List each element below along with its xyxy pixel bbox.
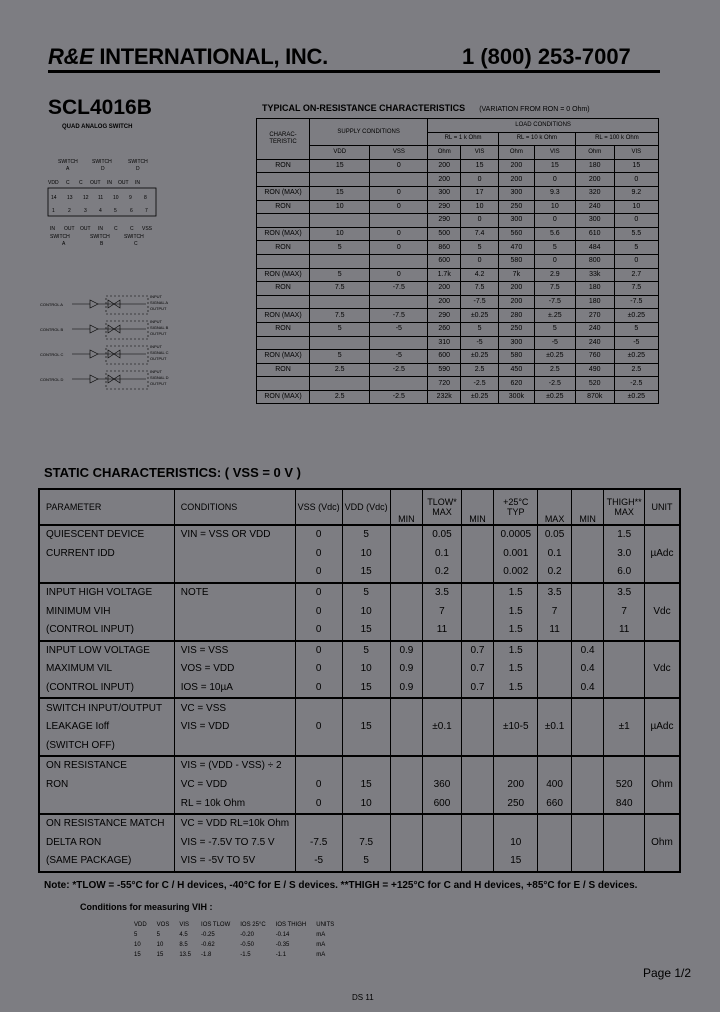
static-row: SWITCH INPUT/OUTPUT VC = VSS µAdc [39, 698, 680, 718]
svg-text:CONTROL C: CONTROL C [40, 352, 64, 357]
company-name: R&E INTERNATIONAL, INC. [48, 44, 328, 69]
svg-text:A: A [62, 241, 66, 247]
svg-text:10: 10 [113, 195, 119, 201]
svg-text:IN: IN [50, 226, 55, 232]
svg-text:CONTROL D: CONTROL D [40, 377, 64, 382]
static-row: (CONTROL INPUT) 0 15 11 1.5 11 11 [39, 621, 680, 641]
on-resistance-row: 200 -7.5 200 -7.5 180 -7.5 [257, 295, 659, 309]
static-row: (SWITCH OFF) [39, 737, 680, 757]
static-row: RON VC = VDD 0 15 360 200 400 520 [39, 776, 680, 795]
static-title: STATIC CHARACTERISTICS: ( VSS = 0 V ) [44, 465, 302, 480]
svg-text:IN: IN [98, 226, 103, 232]
part-number: SCL4016B [48, 96, 152, 119]
on-resistance-row: RON (MAX) 10 0 500 7.4 560 5.6 610 5.5 [257, 227, 659, 241]
on-resistance-body [257, 159, 659, 404]
static-row: MAXIMUM VIL VOS = VDD 0 10 0.9 0.7 1.5 0.4 [39, 660, 680, 679]
pin-label: IN [107, 180, 112, 186]
on-resistance-row: RON 10 0 290 10 250 10 240 10 [257, 200, 659, 214]
svg-text:OUTPUT: OUTPUT [150, 381, 167, 386]
svg-text:OUTPUT: OUTPUT [150, 306, 167, 311]
on-resistance-row: RON 15 0 200 15 200 15 180 15 [257, 159, 659, 173]
static-row: LEAKAGE Ioff VIS = VDD 0 15 ±0.1 ±10-5 ±0.1 ±1 [39, 718, 680, 737]
static-row: DELTA RON VIS = -7.5V TO 7.5 V -7.5 7.5 10 [39, 834, 680, 853]
svg-text:12: 12 [83, 195, 89, 201]
svg-text:SWITCH: SWITCH [90, 234, 110, 240]
on-resistance-row: RON (MAX) 5 0 1.7k 4.2 7k 2.9 33k 2.7 [257, 268, 659, 282]
on-resistance-row: RON (MAX) 2.5 -2.5 232k ±0.25 300k ±0.25 870k ±0.25 [257, 390, 659, 404]
phone-number: 1 (800) 253-7007 [462, 44, 631, 69]
svg-text:VSS: VSS [142, 226, 153, 232]
svg-text:INPUT: INPUT [150, 319, 162, 324]
on-resistance-row: RON (MAX) 15 0 300 17 300 9.3 320 9.2 [257, 186, 659, 200]
pin-label: D [136, 166, 140, 172]
svg-text:INPUT: INPUT [150, 344, 162, 349]
static-row: ON RESISTANCE VIS = (VDD - VSS) ÷ 2 Ohm [39, 756, 680, 776]
on-resistance-row: 290 0 300 0 300 0 [257, 214, 659, 228]
static-table: PARAMETER CONDITIONS VSS (Vdc) VDD (Vdc) MIN TLOW* MAX MIN +25°C TYP MAX MIN THIGH** MAX UNIT QUIESCENT DEVICE VIN = VSS OR VDD 0 5 0.05 0.0005 0.05 1.5 µAdc CURRENT IDD 0 10 0.1 0.001 0.1 3.0 0 15 0.2 0.002 0.2 6.0 INPUT HIGH VOLTAGE NOTE 0 5 3.5 1.5 3.5 3.5 Vdc MINIMUM VIH 0 10 7 1.5 7 7 (CONTROL INPUT) 0 15 11 1.5 11 11 INPUT LOW VOLTAGE VIS = VSS 0 5 0.9 0.7 1.5 0.4 Vdc MAXIMUM VIL VOS = VDD 0 10 0.9 0.7 1.5 0.4 (CONTROL INPUT) IOS = 10µA 0 15 0.9 0.7 1.5 0.4 SWITCH INPUT/OUTPUT VC = VSS µAdc LEAKAGE Ioff VIS = VDD 0 15 ±0.1 ±10-5 ±0.1 ±1 (SWITCH OFF) ON RESISTANCE VIS = (VDD - VSS) ÷ 2 Ohm RON VC = VDD 0 15 360 200 400 520 RL = 10k Ohm 0 10 600 250 660 840 ON RESISTANCE MATCH VC = VDD RL=10k Ohm Ohm DELTA RON VIS = -7.5V TO 7.5 V -7.5 7.5 10 (SAME PACKAGE) VIS = -5V TO 5V -5 5 15 [38, 488, 681, 873]
svg-text:C: C [134, 241, 138, 247]
on-resistance-title: TYPICAL ON-RESISTANCE CHARACTERISTICS (VARIATION FROM RON = 0 Ohm) [262, 103, 590, 113]
pinout-diagram [40, 156, 226, 406]
on-resistance-row: RON 5 -5 260 5 250 5 240 5 [257, 322, 659, 336]
static-row: RL = 10k Ohm 0 10 600 250 660 840 [39, 794, 680, 814]
svg-text:3: 3 [84, 208, 87, 214]
pin-label: SWITCH [58, 159, 78, 165]
pin-label: D [101, 166, 105, 172]
svg-text:C: C [130, 226, 134, 232]
svg-text:INPUT: INPUT [150, 369, 162, 374]
svg-text:CONTROL B: CONTROL B [40, 327, 64, 332]
svg-text:2: 2 [68, 208, 71, 214]
svg-text:OUT: OUT [80, 226, 91, 232]
svg-text:11: 11 [98, 195, 104, 201]
static-row: INPUT LOW VOLTAGE VIS = VSS 0 5 0.9 0.7 1.5 0.4 Vdc [39, 641, 680, 661]
header-rule [48, 70, 660, 73]
svg-text:5: 5 [114, 208, 117, 214]
svg-text:7: 7 [145, 208, 148, 214]
static-body [39, 525, 680, 872]
svg-text:SIGNAL A: SIGNAL A [150, 300, 169, 305]
notes: Note: *TLOW = -55°C for C / H devices, -40°C for E / S devices. **THIGH = +125°C for C and H devices, +85°C for E / S devices. [44, 880, 638, 891]
svg-text:OUTPUT: OUTPUT [150, 331, 167, 336]
on-resistance-row: RON (MAX) 7.5 -7.5 290 ±0.25 280 ±.25 270 ±0.25 [257, 309, 659, 323]
svg-text:INPUT: INPUT [150, 294, 162, 299]
pin-label: C [79, 180, 83, 186]
on-resistance-row: 200 0 200 0 200 0 [257, 173, 659, 187]
static-row: CURRENT IDD 0 10 0.1 0.001 0.1 3.0 [39, 545, 680, 564]
pin-label: SWITCH [92, 159, 112, 165]
on-resistance-row: 310 -5 300 -5 240 -5 [257, 336, 659, 350]
on-resistance-row: RON 2.5 -2.5 590 2.5 450 2.5 490 2.5 [257, 363, 659, 377]
conditions-table: VDD VOS VIS IOS TLOW IOS 25°C IOS THIGH UNITS 5 5 4.5 -0.25 -0.20 -0.14 mA 10 10 8.5 -0.62 -0.50 -0.35 mA 15 15 13.5 -1.8 -1.5 -1.1 mA [134, 922, 335, 958]
static-row: 0 15 0.2 0.002 0.2 6.0 [39, 563, 680, 583]
static-row: ON RESISTANCE MATCH VC = VDD RL=10k Ohm Ohm [39, 814, 680, 834]
svg-text:13: 13 [67, 195, 73, 201]
svg-text:SIGNAL C: SIGNAL C [150, 350, 169, 355]
pin-label: OUT [118, 180, 129, 186]
svg-text:4: 4 [99, 208, 102, 214]
page-number: Page 1/2 [643, 966, 692, 980]
svg-text:OUTPUT: OUTPUT [150, 356, 167, 361]
footer-code: DS 11 [352, 993, 374, 1002]
on-resistance-table: CHARAC-TERISTIC SUPPLY CONDITIONS LOAD CONDITIONS RL = 1 k Ohm RL = 10 k Ohm RL = 100 k Ohm VDD VSS Ohm VIS Ohm VIS Ohm VIS RON 15 0 200 15 200 15 180 15 200 0 200 0 200 0 RON (MAX) 15 0 300 17 300 9.3 320 9.2 RON 10 0 290 10 250 10 240 10 290 0 300 0 300 0 RON (MAX) 10 0 500 7.4 560 5.6 610 5.5 RON 5 0 860 5 470 5 484 5 600 0 580 0 800 0 RON (MAX) 5 0 1.7k 4.2 7k 2.9 33k 2.7 RON 7.5 -7.5 200 7.5 200 7.5 180 7.5 200 -7.5 200 -7.5 180 -7.5 RON (MAX) 7.5 -7.5 290 ±0.25 280 ±.25 270 ±0.25 RON 5 -5 260 5 250 5 240 5 310 -5 300 -5 240 -5 RON (MAX) 5 -5 600 ±0.25 580 ±0.25 760 ±0.25 RON 2.5 -2.5 590 2.5 450 2.5 490 2.5 720 -2.5 620 -2.5 520 -2.5 RON (MAX) 2.5 -2.5 232k ±0.25 300k ±0.25 870k ±0.25 [256, 118, 659, 404]
pin-label: A [66, 166, 70, 172]
on-resistance-row: RON (MAX) 5 -5 600 ±0.25 580 ±0.25 760 ±0.25 [257, 350, 659, 364]
svg-text:14: 14 [51, 195, 57, 201]
pin-label: IN [135, 180, 140, 186]
static-row: (SAME PACKAGE) VIS = -5V TO 5V -5 5 15 [39, 852, 680, 872]
pin-label: SWITCH [128, 159, 148, 165]
svg-text:1: 1 [52, 208, 55, 214]
svg-text:SIGNAL D: SIGNAL D [150, 375, 169, 380]
on-resistance-row: RON 5 0 860 5 470 5 484 5 [257, 241, 659, 255]
part-subtitle: QUAD ANALOG SWITCH [62, 124, 133, 130]
on-resistance-row: 600 0 580 0 800 0 [257, 254, 659, 268]
pin-label: C [66, 180, 70, 186]
svg-text:8: 8 [144, 195, 147, 201]
on-resistance-row: 720 -2.5 620 -2.5 520 -2.5 [257, 377, 659, 391]
static-row: INPUT HIGH VOLTAGE NOTE 0 5 3.5 1.5 3.5 3.5 Vdc [39, 583, 680, 603]
svg-text:SWITCH: SWITCH [124, 234, 144, 240]
svg-text:SWITCH: SWITCH [50, 234, 70, 240]
static-row: QUIESCENT DEVICE VIN = VSS OR VDD 0 5 0.05 0.0005 0.05 1.5 µAdc [39, 525, 680, 545]
svg-text:9: 9 [129, 195, 132, 201]
static-row: (CONTROL INPUT) IOS = 10µA 0 15 0.9 0.7 1.5 0.4 [39, 679, 680, 699]
svg-text:SIGNAL B: SIGNAL B [150, 325, 169, 330]
svg-text:CONTROL A: CONTROL A [40, 302, 63, 307]
pin-label: OUT [90, 180, 101, 186]
svg-text:OUT: OUT [64, 226, 75, 232]
svg-text:C: C [114, 226, 118, 232]
conditions-title: Conditions for measuring VIH : [80, 902, 213, 912]
svg-text:6: 6 [130, 208, 133, 214]
on-resistance-row: RON 7.5 -7.5 200 7.5 200 7.5 180 7.5 [257, 282, 659, 296]
static-row: MINIMUM VIH 0 10 7 1.5 7 7 [39, 602, 680, 621]
svg-text:B: B [100, 241, 104, 247]
pin-label: VDD [48, 180, 59, 186]
